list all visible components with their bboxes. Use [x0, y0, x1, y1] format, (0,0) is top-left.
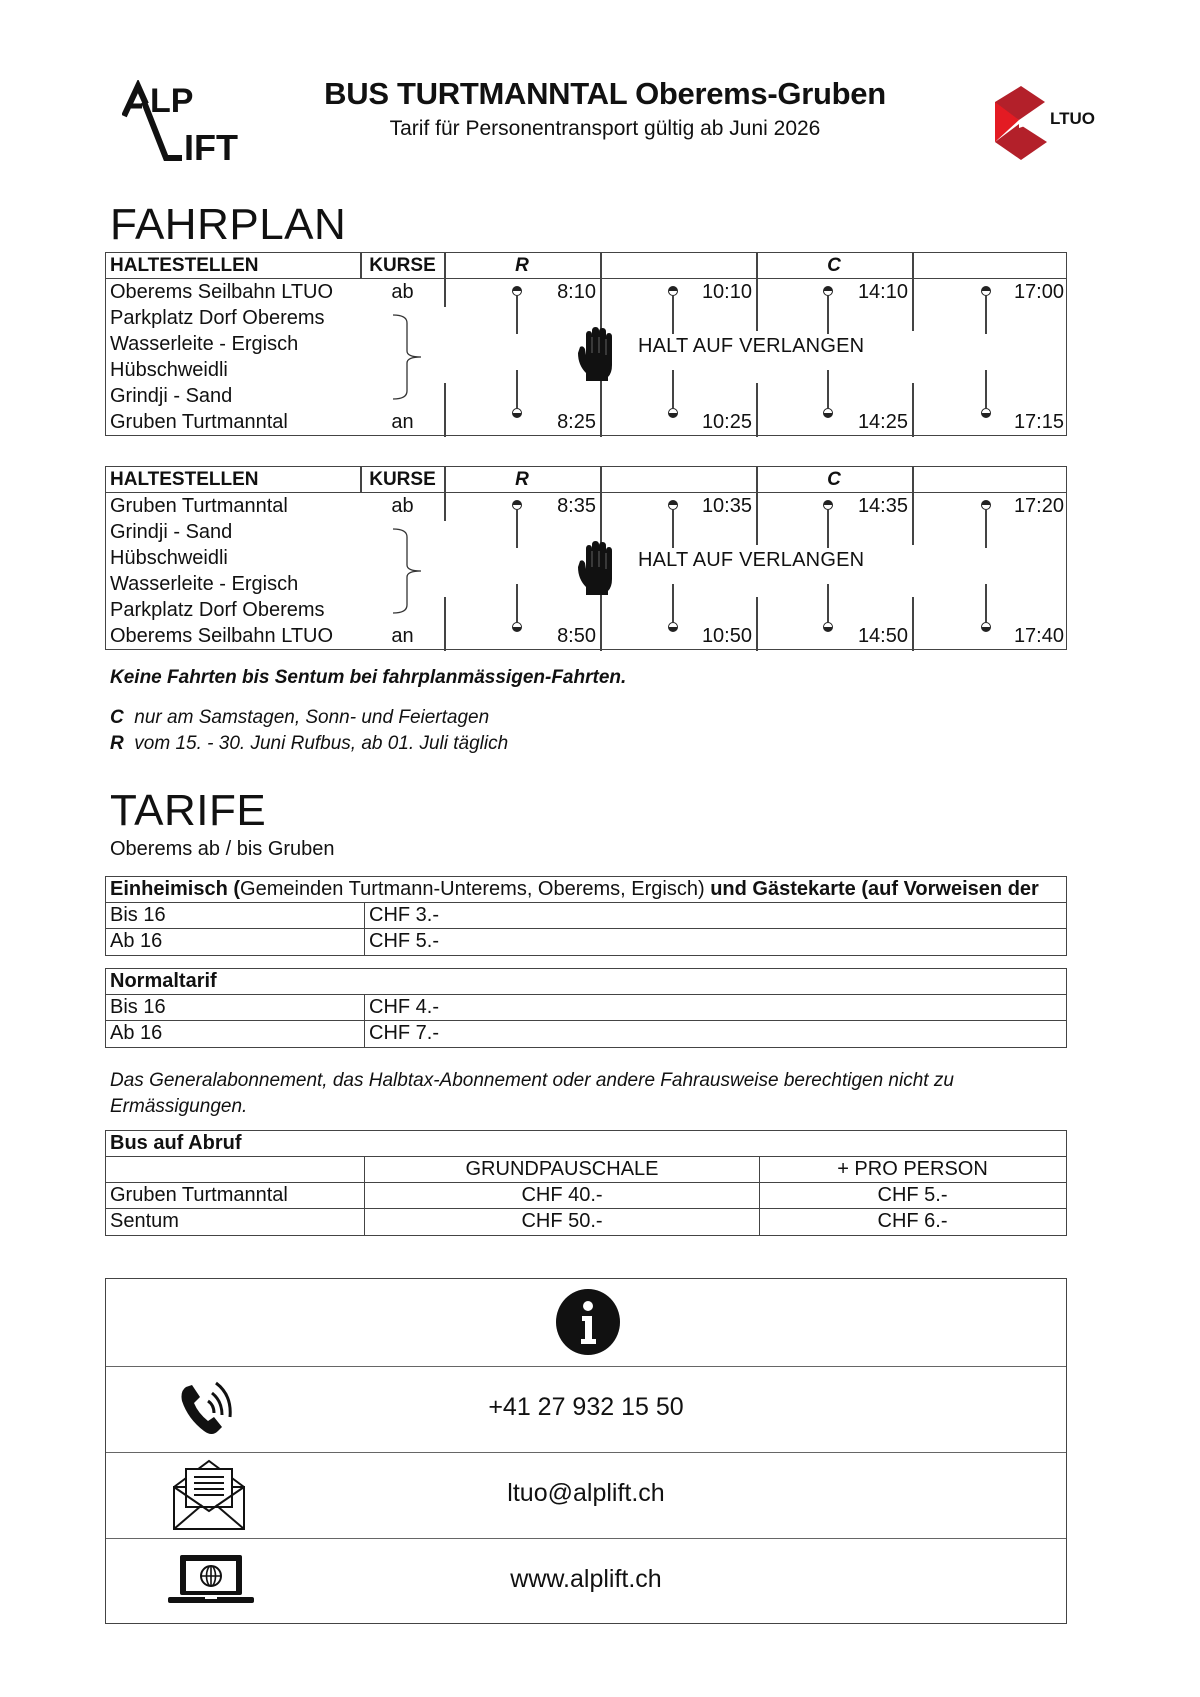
course-mark-1: R	[515, 469, 529, 490]
stop-name: Hübschweidli	[110, 547, 228, 569]
departure-time: 14:10	[857, 281, 908, 303]
legend-text: vom 15. - 30. Juni Rufbus, ab 01. Juli täglich	[134, 733, 509, 754]
info-icon	[556, 1289, 620, 1355]
kurs-an: an	[391, 625, 414, 647]
stop-name: Grindji - Sand	[110, 521, 233, 543]
divider	[444, 467, 446, 521]
arrival-time: 17:40	[1013, 625, 1064, 647]
stop-name: Parkplatz Dorf Oberems	[110, 307, 325, 329]
contact-row-phone	[106, 1367, 1066, 1453]
stop-name: Grindji - Sand	[110, 385, 233, 407]
kurs-ab: ab	[391, 495, 414, 517]
departure-time: 10:10	[701, 281, 752, 303]
course-mark-1: R	[515, 255, 529, 276]
stop-name: Gruben Turtmanntal	[110, 495, 288, 517]
brace-icon	[391, 527, 431, 615]
age-label: Bis 16	[110, 996, 166, 1018]
age-label: Ab 16	[110, 930, 163, 952]
contact-box	[105, 1278, 1067, 1624]
divider	[600, 467, 602, 545]
divider	[912, 467, 914, 545]
per-person-price: CHF 6.-	[759, 1209, 1065, 1235]
page-title: BUS TURTMANNTAL Oberems-Gruben	[324, 76, 886, 111]
per-person-price: CHF 5.-	[759, 1183, 1065, 1208]
alplift-logo	[122, 80, 257, 170]
course-mark-4	[912, 253, 1068, 278]
age-label: Ab 16	[110, 1022, 163, 1044]
stop-name: Parkplatz Dorf Oberems	[110, 599, 325, 621]
table-header-row	[106, 969, 1066, 995]
hand-stop-icon	[576, 327, 618, 383]
table-row	[106, 1209, 1066, 1235]
header-kurse: KURSE	[369, 469, 436, 490]
ltuo-logo-text: LTUO	[1050, 109, 1096, 128]
no-sentum-note: Keine Fahrten bis Sentum bei fahrplanmässigen-Fahrten.	[110, 667, 627, 688]
website-link[interactable]: www.alplift.ch	[510, 1565, 662, 1593]
table-header-row	[106, 877, 1066, 903]
departure-time: 14:35	[857, 495, 908, 517]
halt-auf-verlangen-label: HALT AUF VERLANGEN	[638, 549, 865, 571]
destination: Sentum	[110, 1210, 179, 1232]
course-mark-2	[600, 467, 756, 492]
divider	[912, 597, 914, 651]
kurs-an: an	[391, 411, 414, 433]
stop-name: Wasserleite - Ergisch	[110, 573, 299, 595]
bus-auf-abruf-header: Bus auf Abruf	[110, 1132, 242, 1154]
brace-icon	[391, 313, 431, 401]
course-mark-2	[600, 253, 756, 278]
normaltarif-header: Normaltarif	[110, 970, 217, 992]
table-row	[106, 1021, 1066, 1047]
table-row	[106, 929, 1066, 955]
course-mark-3: C	[827, 469, 841, 490]
einheimisch-header: Einheimisch (Gemeinden Turtmann-Unterems, Oberems, Ergisch) und Gästekarte (auf Vorweisen der	[110, 878, 1039, 900]
alplift-logo-icon	[122, 80, 257, 170]
departure-time: 10:35	[701, 495, 752, 517]
grundpauschale-header: GRUNDPAUSCHALE	[364, 1157, 759, 1182]
divider	[444, 597, 446, 651]
header-haltestellen: HALTESTELLEN	[110, 469, 259, 490]
arrival-time: 14:25	[857, 411, 908, 433]
contact-row-info	[106, 1279, 1066, 1367]
legend-text: nur am Samstagen, Sonn- und Feiertagen	[134, 707, 490, 728]
arrival-time: 14:50	[857, 625, 908, 647]
stop-name: Wasserleite - Ergisch	[110, 333, 299, 355]
header-kurse: KURSE	[369, 255, 436, 276]
stop-name: Oberems Seilbahn LTUO	[110, 281, 334, 303]
email-link[interactable]: ltuo@alplift.ch	[507, 1479, 665, 1507]
timetable-gruben-oberems	[105, 466, 1067, 650]
base-price: CHF 40.-	[364, 1183, 759, 1208]
divider	[360, 467, 362, 493]
arrival-time: 10:50	[701, 625, 752, 647]
stop-name: Oberems Seilbahn LTUO	[110, 625, 334, 647]
arrival-time: 10:25	[701, 411, 752, 433]
phone-number[interactable]: +41 27 932 15 50	[488, 1393, 684, 1421]
divider	[756, 383, 758, 437]
price: CHF 5.-	[364, 929, 439, 955]
tarife-heading: TARIFE	[110, 786, 267, 835]
price: CHF 7.-	[364, 1021, 439, 1047]
arrival-time: 8:25	[557, 411, 596, 433]
stop-name: Hübschweidli	[110, 359, 228, 381]
course-mark-4	[912, 467, 1068, 492]
einheimisch-table	[105, 876, 1067, 956]
tarife-subtitle: Oberems ab / bis Gruben	[110, 838, 335, 860]
disclaimer-text: Das Generalabonnement, das Halbtax-Abonnement oder andere Fahrausweise berechtigen nicht zu Ermässigungen.	[110, 1070, 954, 1117]
timetable-header-row	[106, 467, 1066, 493]
normaltarif-table	[105, 968, 1067, 1048]
svg-text:IFT: IFT	[184, 127, 238, 168]
page-subtitle: Tarif für Personentransport gültig ab Juni 2026	[389, 117, 821, 140]
divider	[756, 467, 758, 545]
base-price: CHF 50.-	[364, 1209, 759, 1235]
ltuo-logo-icon	[995, 86, 1055, 162]
timetable-header-row	[106, 253, 1066, 279]
departure-time: 17:20	[1013, 495, 1064, 517]
kurs-ab: ab	[391, 281, 414, 303]
divider	[444, 383, 446, 437]
divider	[912, 383, 914, 437]
timetable-oberems-gruben	[105, 252, 1067, 436]
departure-time: 8:10	[557, 281, 596, 303]
column-header-row	[106, 1157, 1066, 1183]
stop-name: Gruben Turtmanntal	[110, 411, 288, 433]
price: CHF 3.-	[364, 903, 439, 928]
header-haltestellen: HALTESTELLEN	[110, 255, 259, 276]
divider	[600, 253, 602, 331]
divider	[756, 597, 758, 651]
table-row	[106, 995, 1066, 1021]
course-mark-3: C	[827, 255, 841, 276]
divider	[912, 253, 914, 331]
legend-r	[110, 733, 508, 755]
divider	[444, 253, 446, 307]
legend-c	[110, 707, 489, 729]
table-header-row	[106, 1131, 1066, 1157]
divider	[756, 253, 758, 331]
pro-person-header: + PRO PERSON	[759, 1157, 1065, 1182]
arrival-time: 17:15	[1013, 411, 1064, 433]
contact-row-email	[106, 1453, 1066, 1539]
bus-auf-abruf-table	[105, 1130, 1067, 1236]
age-label: Bis 16	[110, 904, 166, 926]
ltuo-logo	[995, 86, 1105, 162]
price: CHF 4.-	[364, 995, 439, 1020]
divider	[360, 253, 362, 279]
departure-time: 17:00	[1013, 281, 1064, 303]
departure-time: 8:35	[557, 495, 596, 517]
contact-row-web	[106, 1539, 1066, 1625]
legend-key: R	[110, 733, 124, 754]
table-row	[106, 1183, 1066, 1209]
fahrplan-heading: FAHRPLAN	[110, 200, 347, 249]
table-row	[106, 903, 1066, 929]
svg-text:LP: LP	[150, 82, 194, 120]
halt-auf-verlangen-label: HALT AUF VERLANGEN	[638, 335, 865, 357]
legend-key: C	[110, 707, 124, 728]
destination: Gruben Turtmanntal	[110, 1184, 288, 1206]
hand-stop-icon	[576, 541, 618, 597]
arrival-time: 8:50	[557, 625, 596, 647]
